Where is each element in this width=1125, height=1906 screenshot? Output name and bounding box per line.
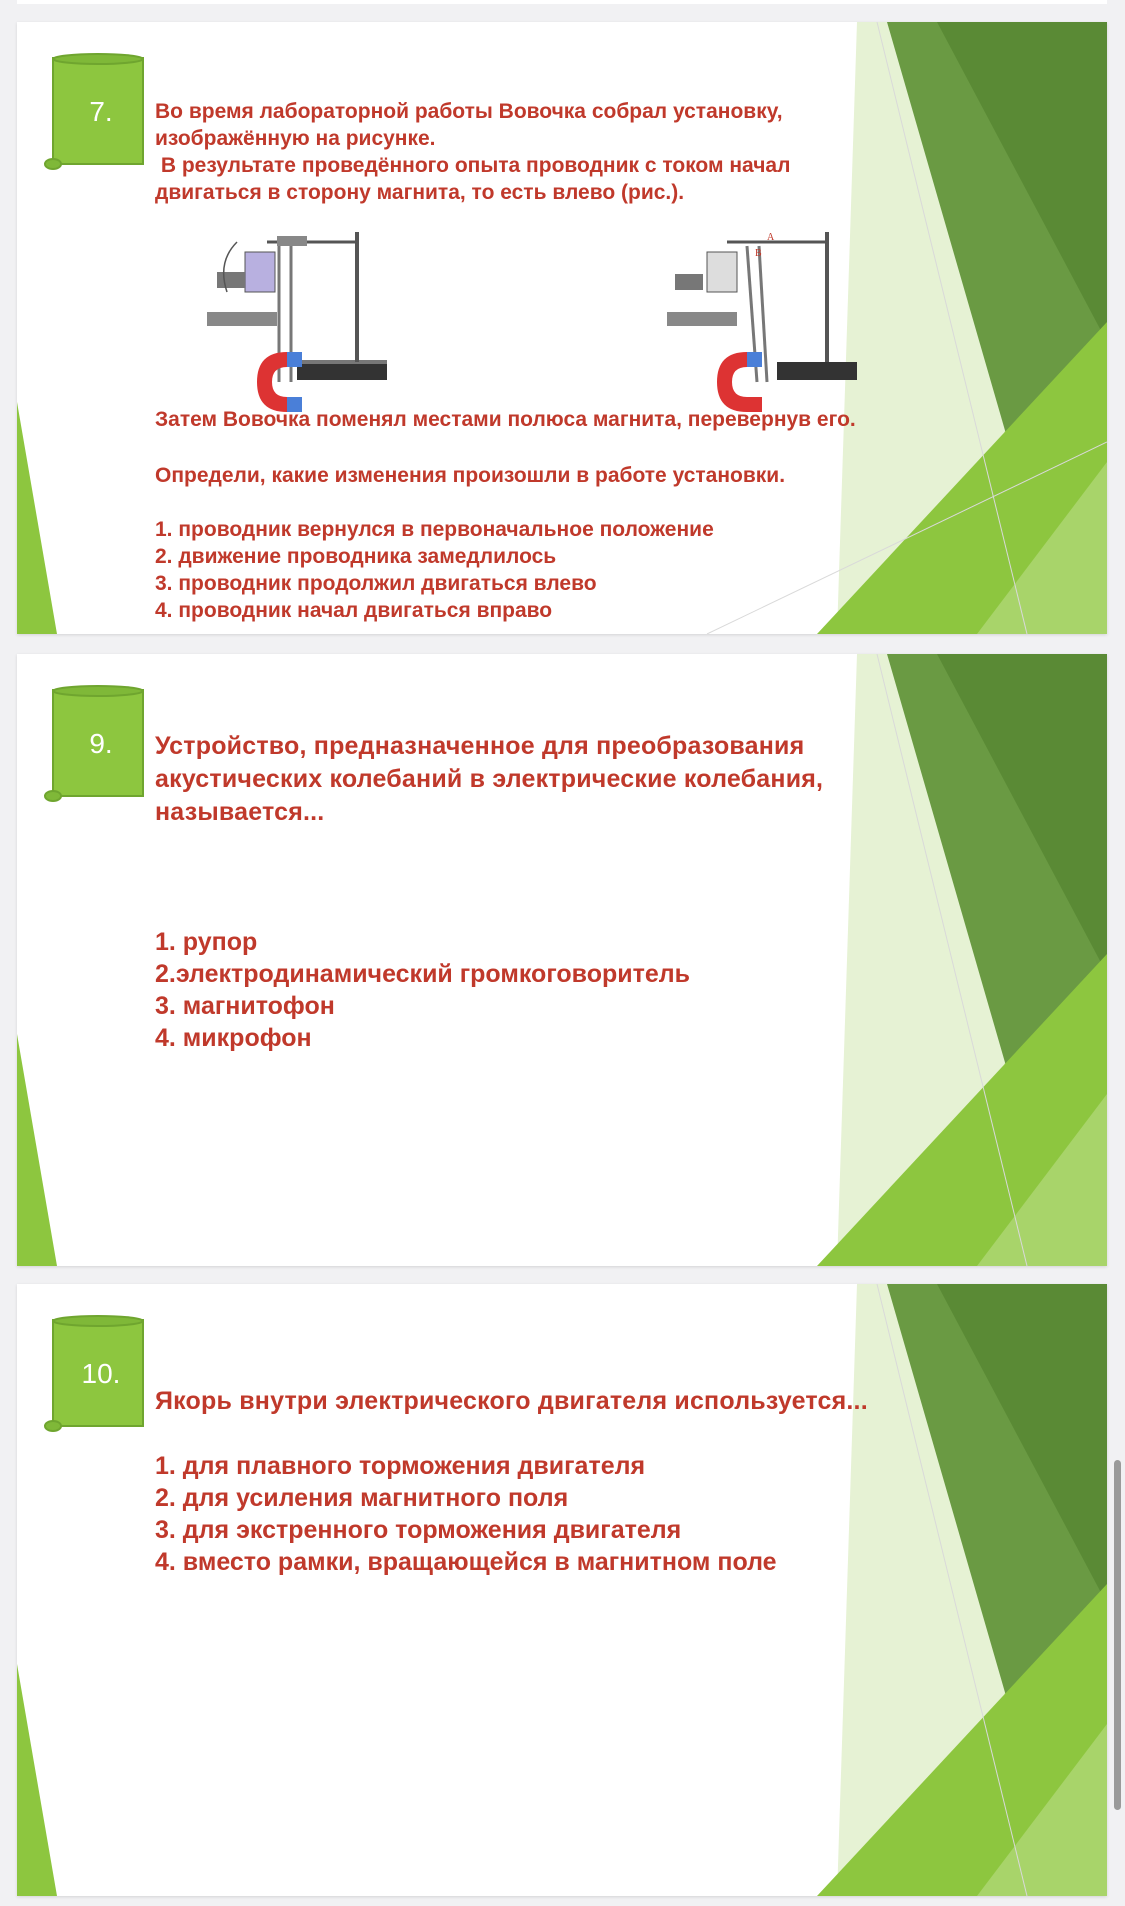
slide-9 [17,654,1107,1266]
question-number-badge [41,1314,153,1434]
question-line: Во время лабораторной работы Вовочка собрал установку, [155,100,783,123]
answer-option: 2. для усиления магнитного поля [155,1484,569,1512]
apparatus-figure [667,222,907,422]
question-line: Якорь внутри электрического двигателя используется... [155,1387,868,1415]
question-number: 10. [81,1358,121,1389]
answer-option: 1. проводник вернулся в первоначальное положение [155,518,714,541]
answer-option: 3. проводник продолжил двигаться влево [155,572,597,595]
scrollbar[interactable] [1114,1460,1121,1810]
answer-option: 2. движение проводника замедлилось [155,545,557,568]
previous-slide-edge [17,0,1107,4]
answer-option: 3. для экстренного торможения двигателя [155,1516,682,1544]
apparatus-figure [207,222,447,422]
question-number: 7. [89,96,113,127]
followup-text: Затем Вовочка поменял местами полюса магнита, перевернув его. [155,408,856,431]
prompt-text: Определи, какие изменения произошли в работе установки. [155,464,786,487]
figure-label-a: A [767,232,775,243]
figure-label-b: B [755,248,762,259]
answer-option: 4. вместо рамки, вращающейся в магнитном поле [155,1548,777,1576]
answer-option: 1. для плавного торможения двигателя [155,1452,646,1480]
answer-option: 2.электродинамический громкоговоритель [155,960,691,988]
answer-option: 1. рупор [155,928,258,956]
question-number-badge [41,52,153,172]
answer-option: 4. микрофон [155,1024,312,1052]
answer-option: 3. магнитофон [155,992,335,1020]
question-line: двигаться в сторону магнита, то есть влево (рис.). [155,181,685,204]
question-number-badge [41,684,153,804]
answer-option: 4. проводник начал двигаться вправо [155,599,553,622]
question-line: называется... [155,798,325,826]
question-line: акустических колебаний в электрические колебания, [155,765,824,793]
question-line: изображённую на рисунке. [155,127,436,150]
slide-7 [17,22,1107,634]
slide-10 [17,1284,1107,1896]
question-number: 9. [89,728,113,759]
question-line: Устройство, предназначенное для преобразования [155,732,805,760]
slide-decoration [17,1284,1107,1896]
question-line: В результате проведённого опыта проводник с током начал [155,154,791,177]
